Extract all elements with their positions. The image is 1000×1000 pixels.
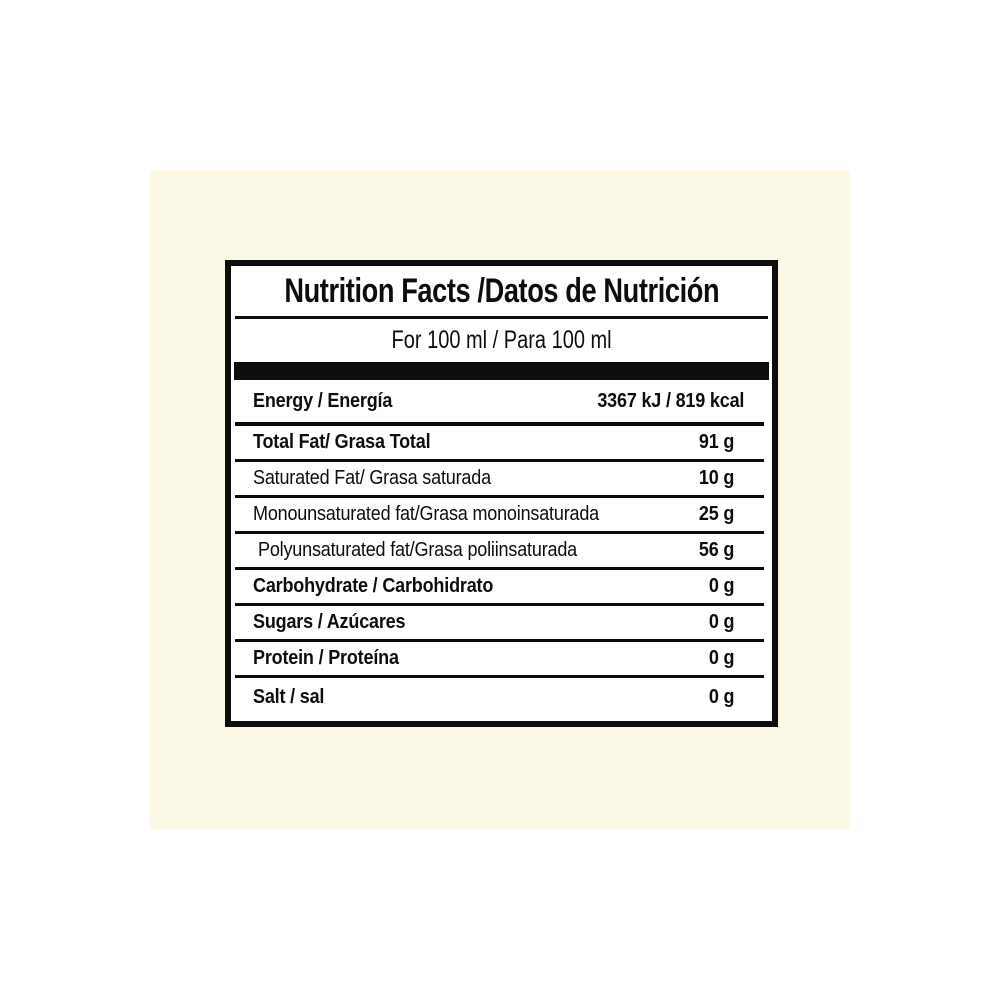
nutrient-row — [231, 642, 772, 675]
nutrient-rows — [231, 426, 772, 716]
nutrient-value: 0 g — [708, 647, 734, 669]
nutrient-row — [231, 534, 772, 567]
nutrient-value: 0 g — [708, 611, 734, 633]
nutrient-value: 56 g — [698, 539, 734, 561]
nutrient-value: 91 g — [698, 431, 734, 453]
label-title-text: Nutrition Facts /Datos de Nutrición — [284, 271, 719, 310]
nutrient-name: Carbohydrate / Carbohidrato — [253, 575, 494, 597]
nutrient-value: 10 g — [698, 467, 734, 489]
nutrient-value: 0 g — [708, 575, 734, 597]
nutrient-row — [231, 678, 772, 716]
nutrient-row — [231, 462, 772, 495]
nutrient-name: Salt / sal — [253, 685, 325, 708]
nutrient-row — [231, 426, 772, 459]
nutrient-value: 25 g — [698, 503, 734, 525]
label-title — [231, 266, 772, 316]
nutrition-facts-panel — [225, 260, 778, 727]
nutrient-value: 0 g — [708, 685, 734, 708]
energy-value: 3367 kJ / 819 kcal — [597, 389, 744, 412]
nutrient-row — [231, 606, 772, 639]
energy-row — [231, 380, 772, 422]
nutrient-row — [231, 570, 772, 603]
nutrient-name: Protein / Proteína — [253, 647, 399, 669]
nutrient-name: Monounsaturated fat/Grasa monoinsaturada — [253, 503, 600, 525]
energy-name: Energy / Energía — [253, 389, 393, 412]
nutrient-name: Saturated Fat/ Grasa saturada — [253, 467, 491, 489]
serving-size-text: For 100 ml / Para 100 ml — [391, 326, 612, 354]
label-sheet — [150, 170, 850, 830]
section-divider-bar — [234, 362, 769, 380]
nutrient-name: Total Fat/ Grasa Total — [253, 431, 431, 453]
nutrient-name: Polyunsaturated fat/Grasa poliinsaturada — [258, 539, 578, 561]
nutrient-name: Sugars / Azúcares — [253, 611, 406, 633]
nutrient-row — [231, 498, 772, 531]
serving-size — [231, 319, 772, 362]
